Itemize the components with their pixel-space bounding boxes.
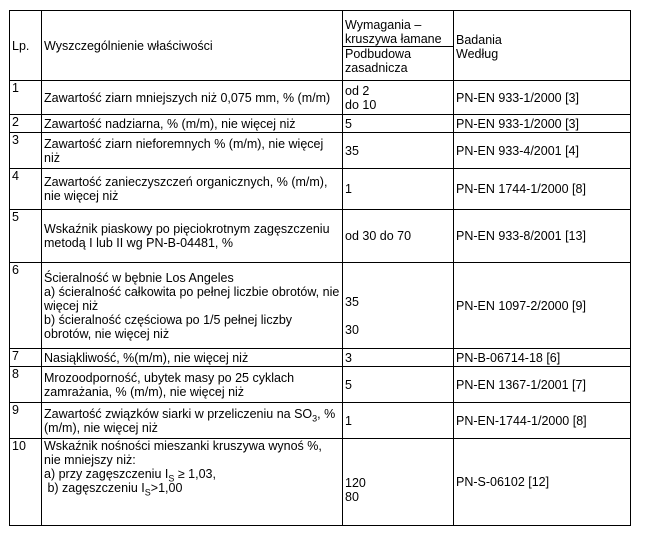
header-base: Podbudowa zasadnicza bbox=[343, 47, 454, 81]
table-row bbox=[10, 263, 631, 349]
row-requirement: od 2 do 10 bbox=[343, 81, 454, 115]
row-property: Mrozoodporność, ubytek masy po 25 cyklach zamrażania, % (m/m), nie więcej niż bbox=[42, 367, 343, 403]
row-requirement: 5 bbox=[343, 367, 454, 403]
row-requirement: 1 bbox=[343, 169, 454, 210]
row-property-title: Wskaźnik nośności mieszanki kruszywa wynoś %, nie mniejszy niż: bbox=[44, 439, 322, 467]
row-requirement: 3 bbox=[343, 349, 454, 367]
table-row bbox=[10, 81, 631, 115]
row-standard: PN-EN-1744-1/2000 [8] bbox=[454, 403, 631, 439]
row-property-b: b) ścieralność częściowa po 1/5 pełnej liczby obrotów, nie więcej niż bbox=[44, 312, 293, 341]
row-lp: 2 bbox=[10, 115, 42, 133]
table-row bbox=[10, 367, 631, 403]
table-row bbox=[10, 439, 631, 526]
row-standard: PN-B-06714-18 [6] bbox=[454, 349, 631, 367]
row-standard: PN-EN 933-4/2001 [4] bbox=[454, 133, 631, 169]
row-lp: 5 bbox=[10, 210, 42, 263]
row-lp: 4 bbox=[10, 169, 42, 210]
row-standard: PN-EN 1367-1/2001 [7] bbox=[454, 367, 631, 403]
row-lp: 3 bbox=[10, 133, 42, 169]
header-tests-line2: Według bbox=[456, 47, 499, 61]
row-standard: PN-EN 1097-2/2000 [9] bbox=[454, 263, 631, 349]
row-standard: PN-EN 933-8/2001 [13] bbox=[454, 210, 631, 263]
row-property-a-subscript: S bbox=[168, 473, 175, 484]
row-property-text: Zawartość związków siarki w przeliczeniu na SO bbox=[44, 406, 313, 421]
row-lp: 8 bbox=[10, 367, 42, 403]
header-row bbox=[10, 11, 631, 47]
table-row bbox=[10, 210, 631, 263]
row-requirement-b: 30 bbox=[345, 323, 359, 337]
row-property: Wskaźnik piaskowy po pięciokrotnym zagęszczeniu metodą I lub II wg PN-B-04481, % bbox=[42, 210, 343, 263]
row-lp: 10 bbox=[10, 439, 42, 526]
row-requirement-a: 35 bbox=[345, 295, 359, 309]
table-row bbox=[10, 349, 631, 367]
header-tests bbox=[454, 11, 631, 81]
row-property-a-suffix: ≥ 1,03, bbox=[174, 467, 216, 481]
row-property: Zawartość ziarn mniejszych niż 0,075 mm, % (m/m) bbox=[42, 81, 343, 115]
row-standard: PN-EN 933-1/2000 [3] bbox=[454, 81, 631, 115]
row-requirement-b: 80 bbox=[345, 490, 359, 504]
row-property-a-text: a) przy zagęszczeniu I bbox=[44, 467, 169, 481]
row-lp: 9 bbox=[10, 403, 42, 439]
requirements-table bbox=[9, 10, 631, 526]
row-property bbox=[42, 263, 343, 349]
row-property-b-suffix: >1,00 bbox=[150, 481, 183, 495]
header-property: Wyszczególnienie właściwości bbox=[42, 11, 343, 81]
row-requirement-a: 120 bbox=[345, 476, 366, 490]
row-property-suffix: , %(m/m), nie więcej niż bbox=[44, 406, 336, 435]
row-requirement bbox=[343, 263, 454, 349]
row-property-b bbox=[44, 481, 340, 498]
header-lp: Lp. bbox=[10, 11, 42, 81]
row-property-b-text: b) zagęszczeniu I bbox=[44, 481, 145, 495]
row-standard: PN-S-06102 [12] bbox=[454, 439, 631, 526]
row-property-subscript: 3 bbox=[312, 413, 318, 423]
row-requirement: 5 bbox=[343, 115, 454, 133]
row-property-a bbox=[44, 467, 340, 484]
row-lp: 1 bbox=[10, 81, 42, 115]
row-property: Zawartość zanieczyszczeń organicznych, % (m/m), nie więcej niż bbox=[42, 169, 343, 210]
table-row bbox=[10, 115, 631, 133]
row-property: Nasiąkliwość, %(m/m), nie więcej niż bbox=[42, 349, 343, 367]
header-requirements: Wymagania – kruszywa łamane bbox=[343, 11, 454, 47]
row-property: Zawartość nadziarna, % (m/m), nie więcej niż bbox=[42, 115, 343, 133]
row-property bbox=[42, 439, 343, 526]
table-row bbox=[10, 403, 631, 439]
row-property-title: Ścieralność w bębnie Los Angeles bbox=[44, 270, 234, 285]
table-row bbox=[10, 169, 631, 210]
row-property: Zawartość ziarn nieforemnych % (m/m), nie więcej niż bbox=[42, 133, 343, 169]
row-requirement: 35 bbox=[343, 133, 454, 169]
row-standard: PN-EN 1744-1/2000 [8] bbox=[454, 169, 631, 210]
row-requirement: od 30 do 70 bbox=[343, 210, 454, 263]
row-property-b-subscript: S bbox=[144, 487, 151, 498]
header-tests-line1: Badania bbox=[456, 33, 502, 47]
row-property-a: a) ścieralność całkowita po pełnej liczbie obrotów, nie więcej niż bbox=[44, 284, 340, 313]
row-lp: 6 bbox=[10, 263, 42, 349]
row-lp: 7 bbox=[10, 349, 42, 367]
row-requirement bbox=[343, 439, 454, 526]
row-standard: PN-EN 933-1/2000 [3] bbox=[454, 115, 631, 133]
row-property bbox=[42, 403, 343, 439]
row-requirement: 1 bbox=[343, 403, 454, 439]
table-row bbox=[10, 133, 631, 169]
